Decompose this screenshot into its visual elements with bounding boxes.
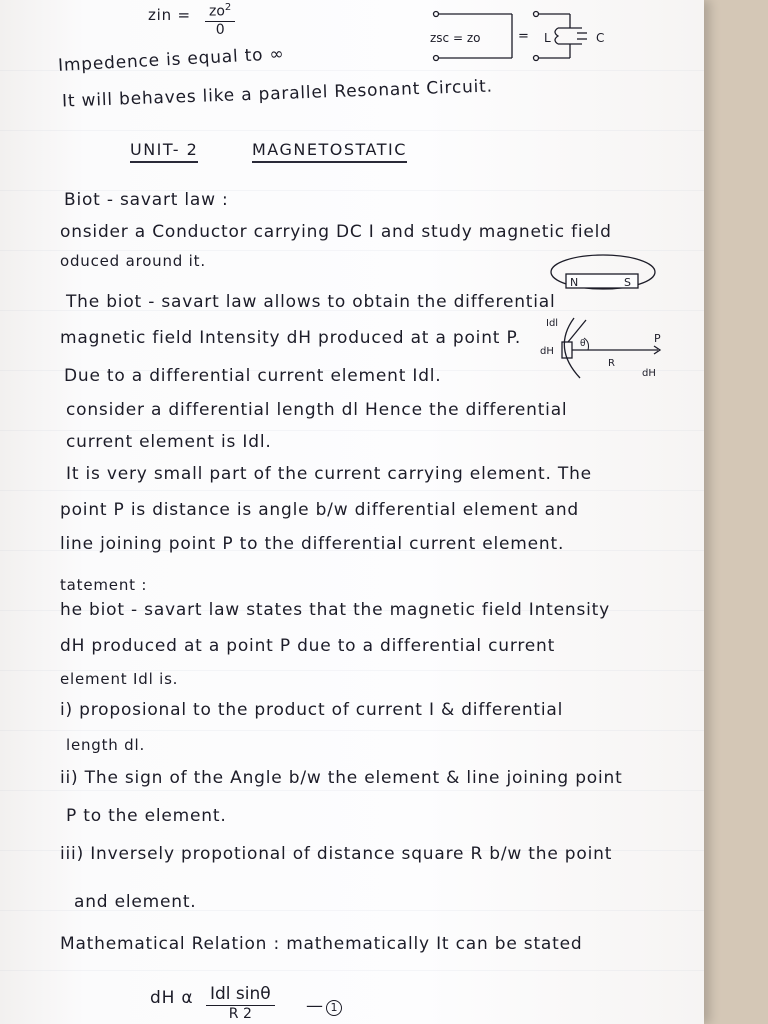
capacitor-label: C	[596, 31, 605, 45]
note-line: Mathematical Relation : mathematically It can be stated	[60, 934, 583, 954]
topic-label: MAGNETOSTATIC	[252, 140, 407, 163]
note-line: P to the element.	[66, 806, 227, 826]
p-label: P	[654, 332, 661, 345]
zsc-label: zsc = zo	[430, 31, 481, 45]
equals-sign: =	[518, 29, 529, 44]
magnet-north: N	[570, 276, 579, 289]
note-line: dH produced at a point P due to a differential current	[60, 636, 556, 656]
note-line: Impedence is equal to ∞	[57, 44, 286, 76]
bar-magnet-diagram	[548, 252, 658, 296]
unit-label: UNIT- 2	[130, 140, 198, 163]
note-line: and element.	[74, 892, 197, 912]
r-label: R	[608, 358, 615, 369]
note-line: It is very small part of the current carrying element. The	[66, 464, 592, 484]
section-title: Biot - savart law :	[64, 190, 229, 210]
short-circuit-diagram	[420, 4, 620, 68]
equation-numerator: Idl sinθ	[206, 984, 275, 1006]
theta-label: θ	[580, 339, 586, 349]
zin-denominator: 0	[215, 21, 225, 38]
note-line: he biot - savart law states that the magnetic field Intensity	[60, 600, 610, 620]
equation-dash: —	[306, 996, 324, 1016]
note-line: magnetic field Intensity dH produced at a point P.	[60, 328, 522, 348]
note-line: point P is distance is angle b/w differential element and	[60, 500, 580, 520]
note-line: oduced around it.	[60, 252, 206, 270]
inductor-symbol	[555, 28, 558, 44]
note-line: It will behaves like a parallel Resonant Circuit.	[61, 76, 494, 112]
note-line: line joining point P to the differential current element.	[60, 534, 565, 554]
list-item: ii) The sign of the Angle b/w the element & line joining point	[60, 768, 623, 788]
zin-exponent: 2	[224, 2, 232, 13]
zin-label: zin =	[148, 6, 191, 24]
equation-number: 1	[326, 1000, 342, 1016]
note-line: onsider a Conductor carrying DC I and study magnetic field	[60, 222, 612, 242]
note-line: current element is Idl.	[66, 432, 272, 452]
dh-label: dH	[540, 346, 554, 357]
note-line: consider a differential length dl Hence the differential	[66, 400, 568, 420]
list-item: i) proposional to the product of current I & differential	[60, 700, 564, 720]
equation-denominator: R 2	[228, 1006, 252, 1022]
statement-heading: tatement :	[60, 576, 148, 594]
note-line: element Idl is.	[60, 670, 179, 688]
zin-fraction	[205, 2, 235, 38]
idl-label: Idl	[546, 318, 559, 329]
equation-fraction	[206, 984, 275, 1022]
inductor-label: L	[544, 31, 551, 45]
list-item: iii) Inversely propotional of distance square R b/w the point	[60, 844, 613, 864]
biot-savart-diagram	[536, 312, 676, 382]
unit-heading	[130, 140, 198, 159]
note-line: Due to a differential current element Idl.	[64, 366, 442, 386]
equation-lhs: dH α	[150, 988, 194, 1008]
dh-arrow-label: dH	[642, 368, 656, 379]
zin-numerator: zo	[209, 3, 225, 20]
magnet-south: S	[624, 276, 631, 289]
note-line: The biot - savart law allows to obtain the differential	[66, 292, 556, 312]
current-element	[562, 342, 572, 358]
note-line: length dl.	[66, 736, 146, 754]
topic-heading	[252, 140, 407, 159]
